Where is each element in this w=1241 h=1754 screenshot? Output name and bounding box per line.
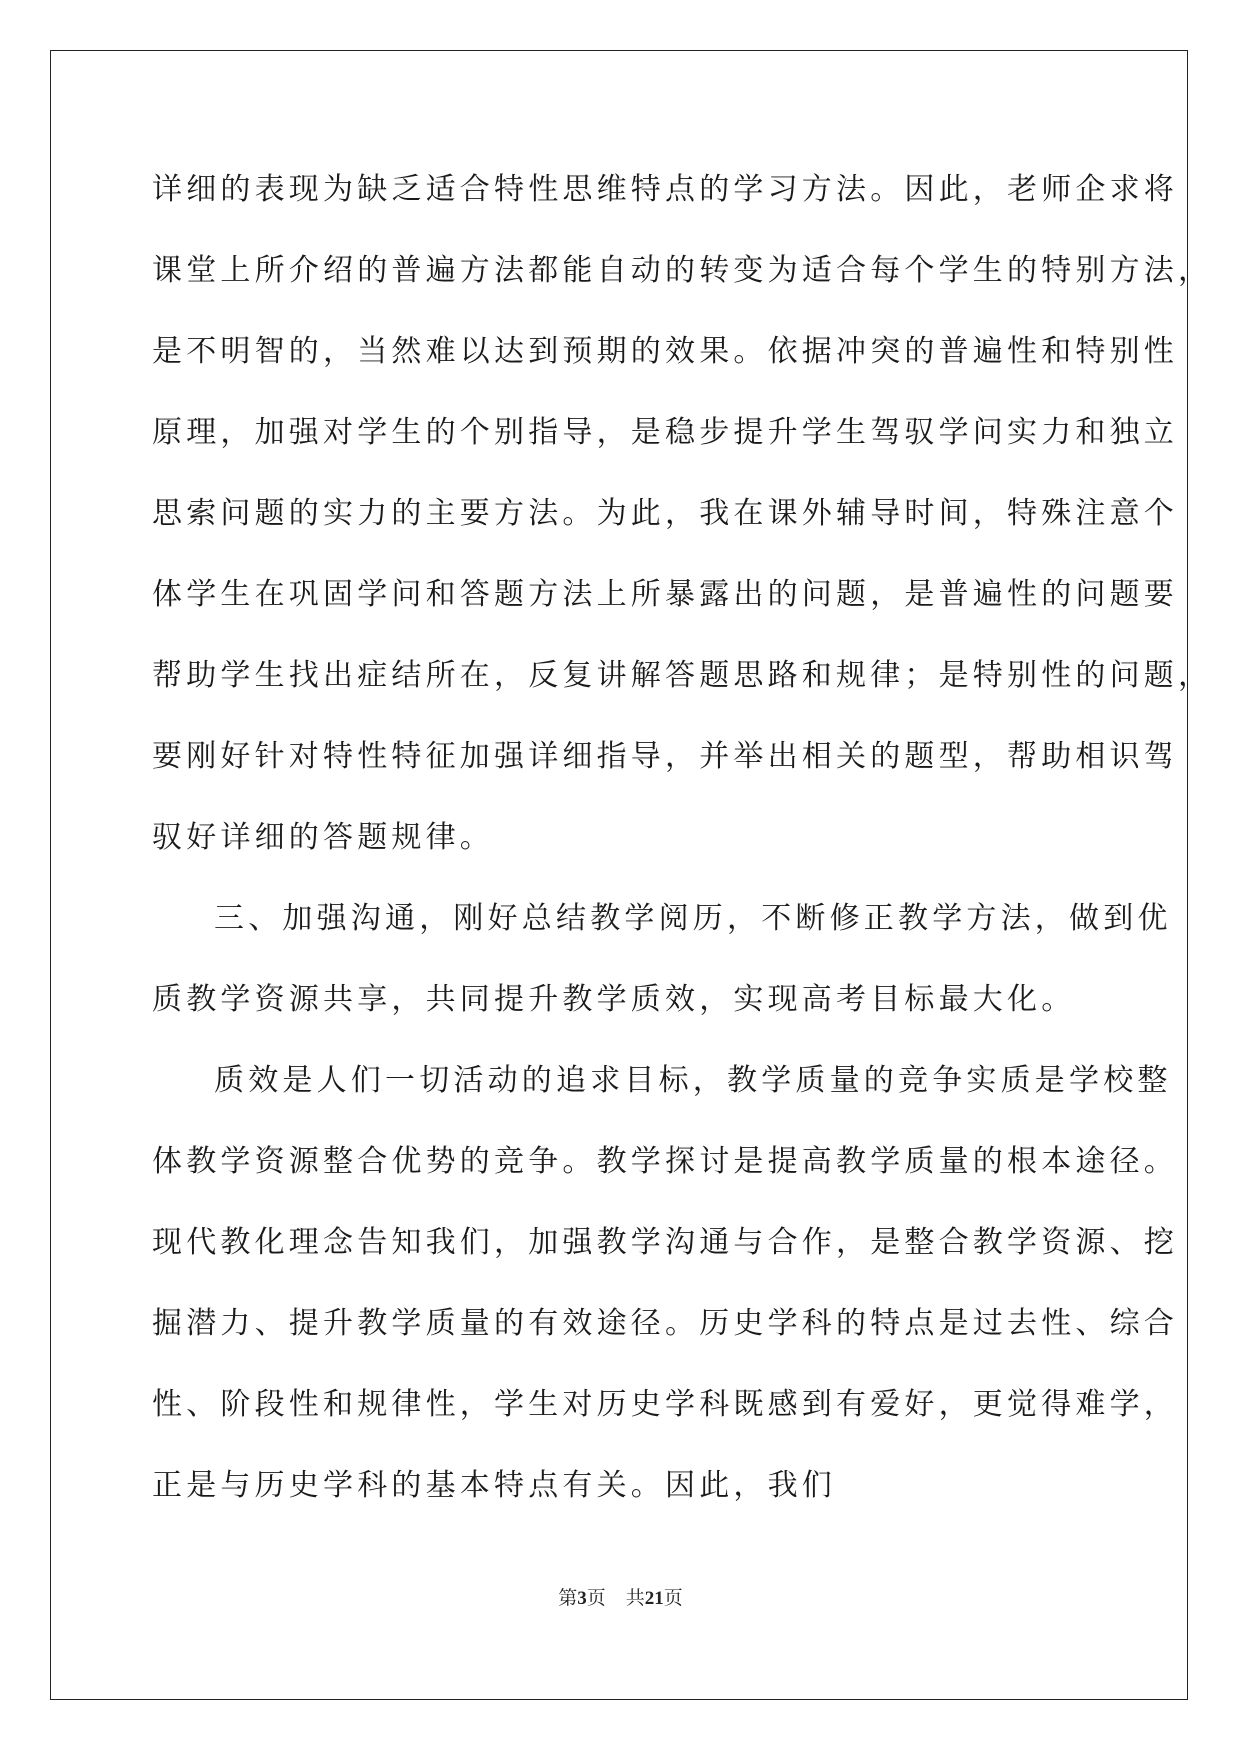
total-suffix: 页 bbox=[663, 1588, 683, 1609]
text-line-5: 思索问题的实力的主要方法。为此，我在课外辅导时间，特殊注意个 bbox=[152, 496, 1178, 531]
document-body bbox=[152, 160, 1213, 1537]
paragraph-line-1: 质效是人们一切活动的追求目标，教学质量的竞争实质是学校整 bbox=[214, 1063, 1172, 1098]
text-line-8: 要刚好针对特性特征加强详细指导，并举出相关的题型，帮助相识驾 bbox=[152, 739, 1178, 774]
text-line-1: 详细的表现为缺乏适合特性思维特点的学习方法。因此，老师企求将 bbox=[152, 172, 1178, 207]
paragraph-line-2: 体教学资源整合优势的竞争。教学探讨是提高教学质量的根本途径。 bbox=[152, 1144, 1178, 1179]
page-prefix: 第 bbox=[558, 1588, 578, 1609]
total-prefix: 共 bbox=[625, 1588, 645, 1609]
text-line-6: 体学生在巩固学问和答题方法上所暴露出的问题，是普遍性的问题要 bbox=[152, 577, 1178, 612]
text-line-2: 课堂上所介绍的普遍方法都能自动的转变为适合每个学生的特别方法， bbox=[152, 253, 1213, 288]
paragraph-line-3: 现代教化理念告知我们，加强教学沟通与合作，是整合教学资源、挖 bbox=[152, 1225, 1178, 1260]
total-pages: 21 bbox=[644, 1588, 664, 1609]
section-heading-line-1: 三、加强沟通，刚好总结教学阅历，不断修正教学方法，做到优 bbox=[214, 901, 1172, 936]
paragraph-line-6: 正是与历史学科的基本特点有关。因此，我们 bbox=[152, 1468, 836, 1503]
page-number: 3 bbox=[577, 1588, 587, 1609]
section-heading-line-2: 质教学资源共享，共同提升教学质效，实现高考目标最大化。 bbox=[152, 982, 1076, 1017]
paragraph-line-4: 掘潜力、提升教学质量的有效途径。历史学科的特点是过去性、综合 bbox=[152, 1306, 1178, 1341]
page-suffix: 页 bbox=[586, 1588, 606, 1609]
text-line-9: 驭好详细的答题规律。 bbox=[152, 820, 494, 855]
paragraph-line-5: 性、阶段性和规律性，学生对历史学科既感到有爱好，更觉得难学， bbox=[152, 1387, 1178, 1422]
text-line-3: 是不明智的，当然难以达到预期的效果。依据冲突的普遍性和特别性 bbox=[152, 334, 1178, 369]
page-footer bbox=[0, 1587, 1241, 1611]
text-line-7: 帮助学生找出症结所在，反复讲解答题思路和规律；是特别性的问题， bbox=[152, 658, 1213, 693]
text-line-4: 原理，加强对学生的个别指导，是稳步提升学生驾驭学问实力和独立 bbox=[152, 415, 1178, 450]
